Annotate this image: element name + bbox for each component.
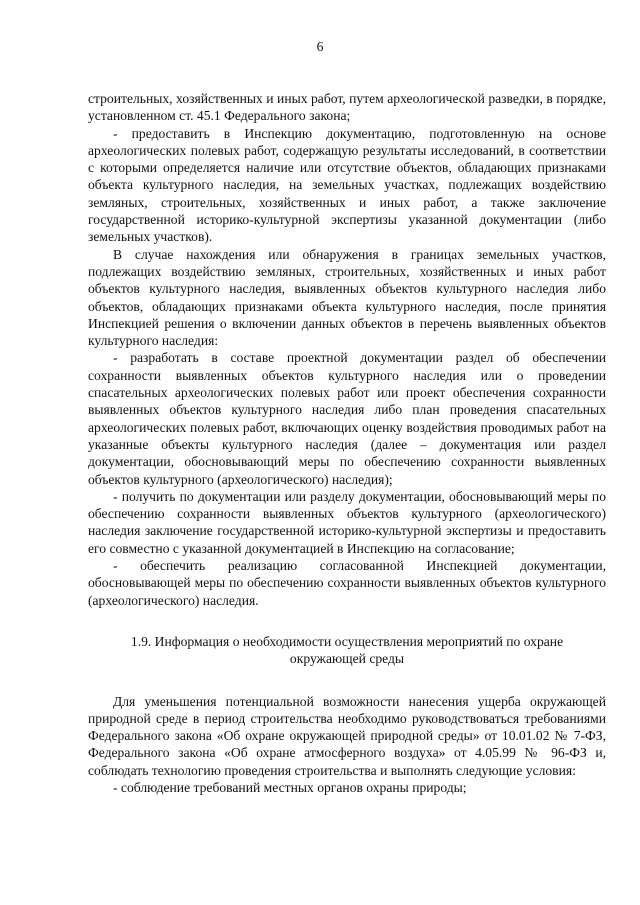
paragraph-continuation: строительных, хозяйственных и иных работ, путем археологической разведки, в порядке, установленном ст. 45.1 Федерального закона; [88, 91, 606, 124]
paragraph-environment: Для уменьшения потенциальной возможности нанесения ущерба окружающей природной среде в период строительства необходимо руководствоваться требованиями Федерального закона «Об охране окружающей природной среды» от 10.01.02 № 7-ФЗ, Федерального закона «Об охране атмосферного воздуха» от 4.05.99 № 96-ФЗ и, соблюдать технологию проведения строительства и выполнять следующие условия: [88, 693, 606, 778]
section-heading: 1.9. Информация о необходимости осуществления мероприятий по охране окружающей среды [130, 633, 564, 667]
page-number: 6 [316, 39, 324, 54]
spacer [88, 668, 606, 693]
list-item-ensure-implementation: - обеспечить реализацию согласованной Инспекцией документации, обосновывающей меры по обеспечению сохранности выявленных объектов культурного (археологического) наследия. [88, 558, 606, 608]
list-item-obtain-expertise: - получить по документации или разделу документации, обосновывающий меры по обеспечению сохранности выявленных объектов культурного (археологического) наследия заключение государственной историко-культурной экспертизы и предоставить его совместно с указанной документацией в Инспекцию на согласование; [88, 488, 606, 556]
list-item-provide-documentation: - предоставить в Инспекцию документацию, подготовленную на основе археологических полевых работ, содержащую результаты исследований, в соответствии с которыми определяется наличие или отсутствие объектов, обладающих признаками объекта культурного наследия, на земельных участках, подлежащих воздействию земляных, строительных, хозяйственных и иных работ, а также заключение государственной историко-культурной экспертизы указанной документации (либо земельных участков). [88, 125, 606, 245]
list-item-nature-protection: - соблюдение требований местных органов охраны природы; [113, 779, 467, 795]
document-body [88, 90, 606, 796]
list-item-develop-section: - разработать в составе проектной документации раздел об обеспечении сохранности выявленных объектов культурного наследия или о проведении спасательных археологических полевых работ или проект обеспечения сохранности выявленных объектов культурного наследия либо план проведения спасательных археологических полевых работ, включающих оценку воздействия проводимых работ на указанные объекты культурного наследия (далее – документация или раздел документации, обосновывающий меры по обеспечению сохранности выявленных объектов культурного (археологического) наследия); [88, 350, 606, 487]
paragraph-heritage-discovery: В случае нахождения или обнаружения в границах земельных участков, подлежащих воздействию земляных, строительных, хозяйственных и иных работ объектов культурного наследия, выявленных объектов культурного наследия либо объектов, обладающих признаками объекта культурного наследия, после принятия Инспекцией решения о включении данных объектов в перечень выявленных объектов культурного наследия: [88, 246, 606, 349]
